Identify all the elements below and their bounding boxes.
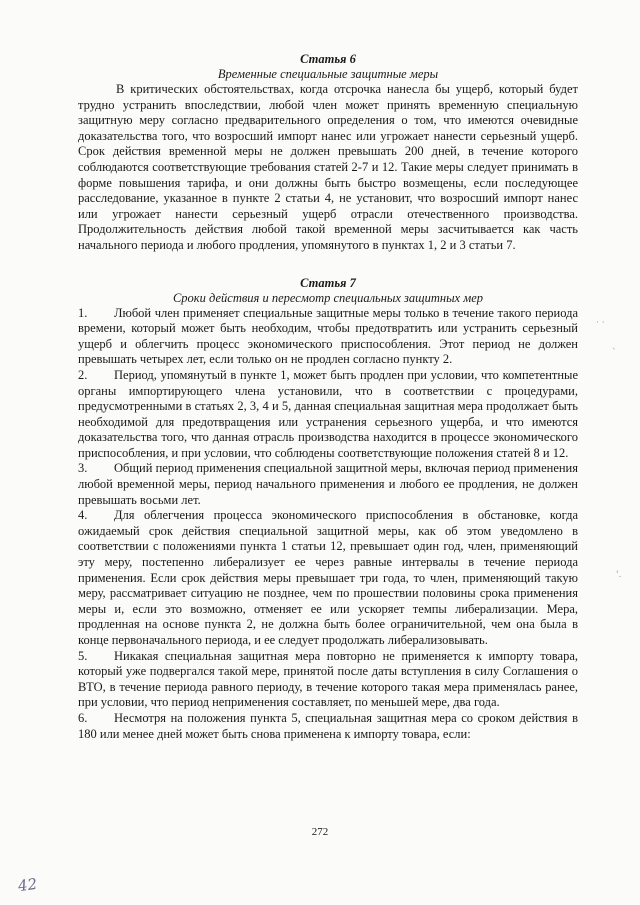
item-number: 4. [78, 508, 88, 523]
article-6-body: В критических обстоятельствах, когда отсрочка нанесла бы ущерб, который будет трудно устранить впоследствии, любой член может принять временную специальную защитную меру согласно предварительного определения о том, что имеются очевидные доказательства того, что возросший импорт нанес или угрожает нанести серьезный ущерб. Срок действия временной меры не должен превышать 200 дней, в течение которого соблюдаются соответствующие требования статей 2-7 и 12. Такие меры следует принимать в форме повышения тарифа, и они должны быть быстро возмещены, если последующее расследование, указанное в пункте 2 статьи 4, не установит, что возросший импорт нанес или угрожает нанести серьезный ущерб отрасли отечественного производства. Продолжительность действия любой такой временной меры засчитывается как часть начального периода и любого продления, упомянутого в пунктах 1, 2 и 3 статьи 7. [78, 82, 578, 252]
scan-speck: · · [596, 318, 605, 328]
article-7-item-6 [78, 711, 578, 742]
document-page [78, 52, 578, 742]
item-text: Для облегчения процесса экономического приспособления в обстановке, когда ожидаемый срок действия специальной защитной меры, как об этом уведомлено в соответствии с положениями пункта 1 статьи 12, превышает один год, член, применяющий эту меру, постепенно либерализует ее через равные интервалы в течение периода применения. Если срок действия меры превышает три года, то член, применяющий такую меру, рассматривает ситуацию не позднее, чем по прошествии половины срока применения меры и, если это возможно, отменяет ее или ускоряет темпы либерализации. Мера, продленная на основе пункта 2, не должна быть более ограничительной, чем она была в конце первоначального периода, и ее следует продолжать либерализовывать. [78, 508, 578, 647]
item-number: 3. [78, 461, 88, 476]
scan-speck: ` [612, 348, 617, 358]
article-7-subtitle: Сроки действия и пересмотр специальных защитных мер [172, 290, 484, 305]
item-text: Общий период применения специальной защитной меры, включая период применения любой временной меры, период начального применения и любого ее продления, не должен превышать восьми лет. [78, 461, 578, 507]
item-text: Никакая специальная защитная мера повторно не применяется к импорту товара, который уже подвергался такой мере, принятой после даты вступления в силу Соглашения о ВТО, в течение периода равного периоду, в течение которого такая мера применялась ранее, при условии, что период неприменения составляет, по меньшей мере, два года. [78, 648, 578, 710]
article-7-item-1 [78, 306, 578, 368]
item-number: 1. [78, 305, 88, 320]
item-number: 2. [78, 367, 88, 382]
article-7-item-4 [78, 508, 578, 648]
item-text: Несмотря на положения пункта 5, специальная защитная мера со сроком действия в 180 или менее дней может быть снова применена к импорту товара, если: [78, 710, 578, 741]
item-number: 5. [78, 648, 88, 663]
item-text: Любой член применяет специальные защитные меры только в течение такого периода времени, который может быть необходим, чтобы предотвратить или устранить серьезный ущерб и облегчить процесс экономического приспособления. Этот период не должен превышать четырех лет, если только он не продлен согласно пункту 2. [78, 305, 578, 367]
article-7-item-5 [78, 649, 578, 711]
article-7-item-2 [78, 368, 578, 462]
handwritten-mark: 42 [16, 874, 39, 896]
article-7-title: Статья 7 [300, 275, 356, 290]
scan-speck: '. [616, 570, 622, 580]
item-number: 6. [78, 710, 88, 725]
article-6-title: Статья 6 [300, 52, 356, 66]
item-text: Период, упомянутый в пункте 1, может быть продлен при условии, что компетентные органы импортирующего члена установили, что в соответствии с процедурами, предусмотренными в статьях 2, 3, 4 и 5, данная специальная защитная мера продолжает быть необходимой для предотвращения или устранения серьезного ущерба, и что имеются доказательства того, что данная отрасль производства находится в процессе экономического приспособления, и при условии, что соблюдены соответствующие положения статей 8 и 12. [78, 367, 578, 460]
page-number: 272 [311, 826, 329, 838]
article-7-item-3 [78, 461, 578, 508]
article-6-subtitle: Временные специальные защитные меры [217, 67, 439, 81]
